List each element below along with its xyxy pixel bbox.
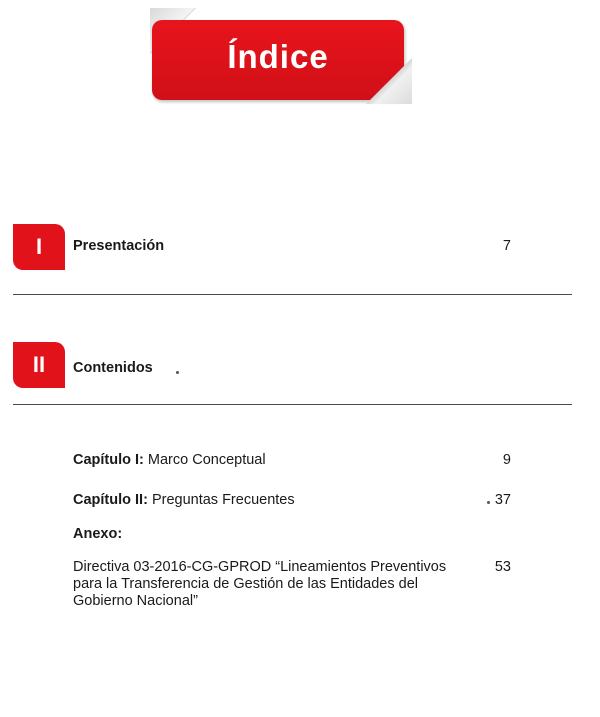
annex-heading: Anexo: <box>73 526 123 542</box>
divider <box>13 404 572 405</box>
section-title-contenidos: Contenidos <box>73 360 153 376</box>
section-badge-i <box>13 224 65 270</box>
section-badge-ii <box>13 342 65 388</box>
toc-entry-page: 9 <box>502 452 511 468</box>
divider <box>13 294 572 295</box>
toc-entry-page: 37 <box>494 492 511 508</box>
title-banner <box>150 8 412 104</box>
toc-entry-capitulo-2 <box>73 492 473 509</box>
toc-entry-text: Preguntas Frecuentes <box>147 492 295 508</box>
toc-entry-page: 53 <box>494 559 511 575</box>
toc-entry-label: Capítulo I: <box>73 452 144 468</box>
toc-entry-label: Capítulo II: <box>73 492 148 508</box>
toc-entry-text: Marco Conceptual <box>143 452 266 468</box>
page-title: Índice <box>227 38 329 75</box>
section-numeral: I <box>35 234 43 259</box>
section-numeral: II <box>32 352 46 377</box>
section-title-presentacion: Presentación <box>73 238 165 254</box>
title-box <box>152 20 404 100</box>
toc-entry-directiva: Directiva 03-2016-CG-GPROD “Lineamientos Preventivos para la Transferencia de Gestión de las Entidades del Gobierno Nacional” <box>73 559 447 609</box>
toc-entry-capitulo-1 <box>73 452 473 469</box>
section-page-number: 7 <box>502 238 511 254</box>
speck <box>176 371 179 374</box>
